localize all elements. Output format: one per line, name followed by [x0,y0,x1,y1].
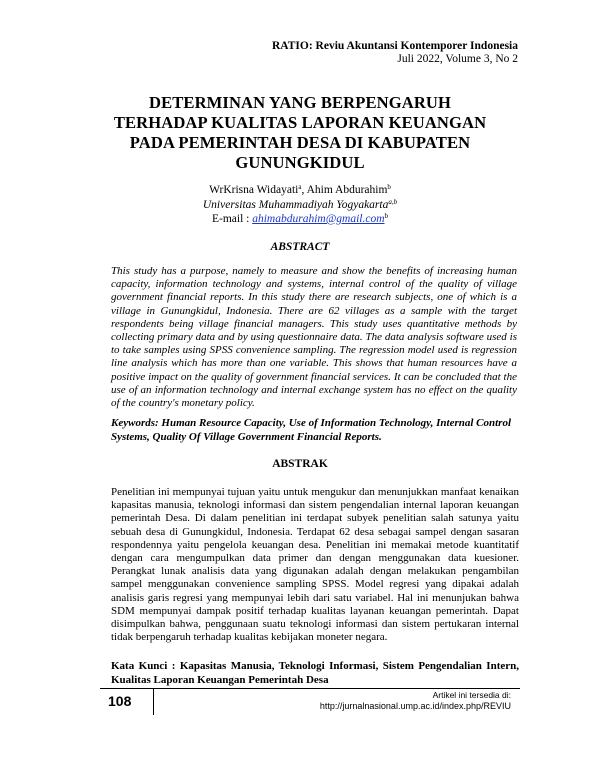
page-number: 108 [108,693,132,709]
author-names [0,183,600,198]
keywords-list: : Human Resource Capacity, Use of Information Technology, Internal Control Systems, Quality Of Village Government Financial Reports. [111,417,512,443]
journal-title: RATIO: Reviu Akuntansi Kontemporer Indonesia [271,40,518,52]
footer-vertical-divider [153,688,154,715]
affiliation [0,198,600,213]
journal-url[interactable]: http://jurnalnasional.ump.ac.id/index.php/REVIU [319,701,511,711]
abstrak-text: Penelitian ini mempunyai tujuan yaitu untuk mengukur dan menunjukkan manfaat kenaikan kapasitas manusia, teknologi informasi dan sistem pengendalian internal laporan keuangan pemerintah Desa. Di dalam penelitian ini terdapat subyek penelitian salah satunya yaitu sebuah desa di Gunungkidul, Indonesia. Terdapat 62 desa sebagai sampel dengan sasaran respondennya yaitu pengelola keuangan desa. Penelitian ini memakai metode kuantitatif dengan cara mengumpulkan data primer dan dengan menggunakan data kuesioner. Perangkat lunak analisis data yang digunakan adalah dengan melakukan pengambilan sampel menggunakan convenience sampling SPSS. Model regresi yang dipakai adalah analisis garis regresi yang mempunyai lebih dari satu variabel. Hal ini menunjukan bahwa SDM mempunyai dampak positif terhadap kualitas layanan keuangan pemerintah. Dapat disimpulkan bahwa, penggunaan suatu teknologi informasi dan sistem pertukaran internal tidak berpengaruh terhadap kualitas kebijakan moneter negara. [111,486,519,644]
email-link[interactable]: ahimabdurahim@gmail.com [252,213,385,225]
keywords-label: Keywords [111,417,155,429]
author-2: Ahim Abdurahim [306,184,388,196]
email-line [0,212,600,227]
abstrak-heading: ABSTRAK [272,458,328,470]
abstract-heading: ABSTRACT [270,241,330,253]
author-separator: , [301,184,307,196]
author-2-sup: b [387,183,391,191]
keywords-en [111,417,517,444]
journal-issue: Juli 2022, Volume 3, No 2 [397,53,518,65]
availability-label: Artikel ini tersedia di: [432,690,511,700]
author-1-sup: a [298,183,302,191]
email-label: E-mail : [211,213,253,225]
journal-header [272,40,518,66]
author-block [0,183,600,227]
affiliation-name: Universitas Muhammadiyah Yogyakarta [202,198,389,211]
kata-kunci: Kata Kunci : Kapasitas Manusia, Teknologi Informasi, Sistem Pengendalian Intern, Kualitas Laporan Keuangan Pemerintah Desa [111,660,519,686]
paper-title: DETERMINAN YANG BERPENGARUH TERHADAP KUALITAS LAPORAN KEUANGAN PADA PEMERINTAH DESA DI KABUPATEN GUNUNGKIDUL [113,93,487,172]
affiliation-sup: a,b [388,197,398,206]
author-1: WrKrisna Widayati [209,184,299,196]
email-sup: b [384,212,389,220]
availability-note [320,690,511,712]
abstract-text: This study has a purpose, namely to measure and show the benefits of increasing human capacity, information technology and systems, internal control of the quality of village government financial reports. In this study there are research subjects, one of which is a village in Gunungkidul, Indonesia. There are 62 villages as a sample with the target respondents being village financial managers. This study uses quantitative methods by collecting primary data and by using questionnaire data. The data analysis software used is to take samples using SPSS convenience sampling. The regression model used is regression line analysis which has more than one variable. This shows that human resources have a positive impact on the quality of government financial services. It can be concluded that the use of an information technology and internal exchange system has no effect on the quality of the country's monetary policy. [111,265,517,410]
footer-divider [100,688,520,689]
